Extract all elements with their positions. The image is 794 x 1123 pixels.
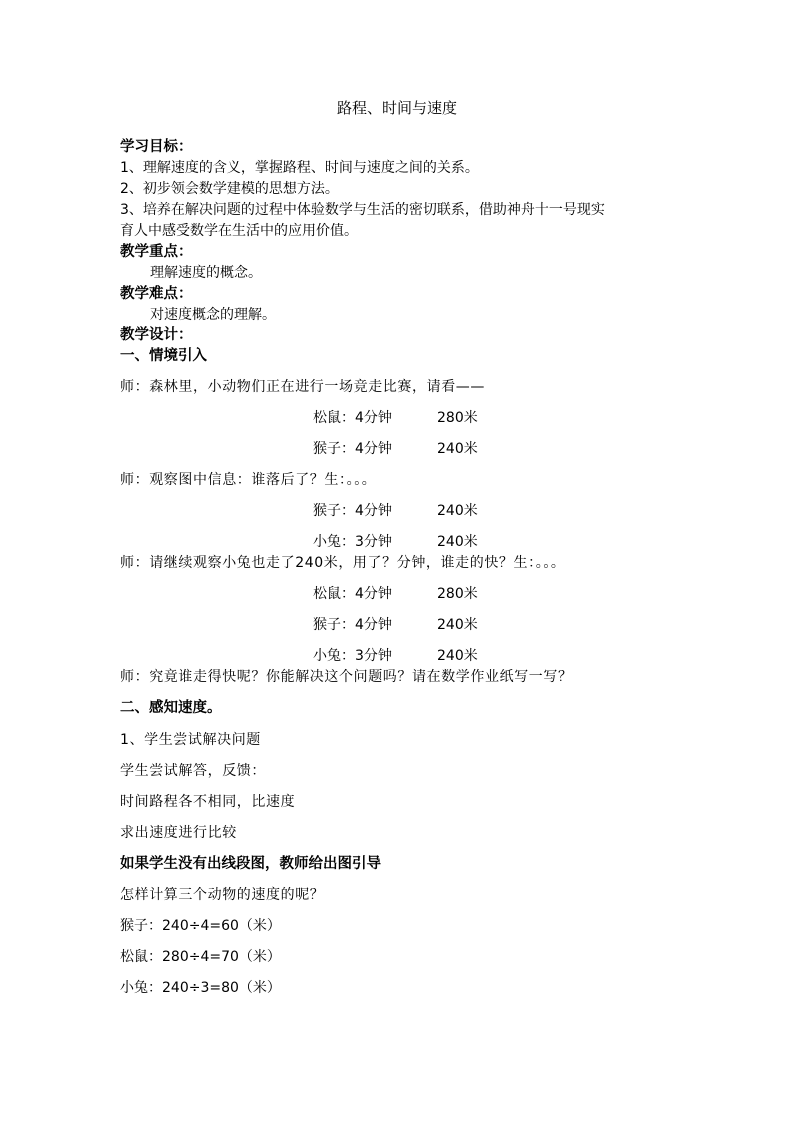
- section1-heading: 一、情境引入: [120, 348, 207, 364]
- animal-distance: 280米: [437, 586, 478, 602]
- animal-row: [313, 439, 478, 459]
- animal-distance: 240米: [437, 648, 478, 664]
- calculation-line: 松鼠：280÷4=70（米）: [120, 949, 281, 965]
- difficulty-heading: 教学难点：: [120, 286, 193, 302]
- animal-row: [313, 646, 478, 666]
- teacher-line: 师：观察图中信息：谁落后了？生：。。。: [120, 472, 377, 488]
- calculation-line: 小兔：240÷3=80（米）: [120, 980, 281, 996]
- guide-heading: 如果学生没有出线段图，教师给出图引导: [120, 856, 381, 872]
- section2-line: 学生尝试解答，反馈：: [120, 763, 266, 779]
- teacher-line: 师：请继续观察小兔也走了240米，用了？分钟，谁走的快？生：。。。: [120, 555, 566, 571]
- teacher-line: 师：究竟谁走得快呢？你能解决这个问题吗？请在数学作业纸写一写？: [120, 669, 573, 685]
- objectives-heading: 学习目标：: [120, 139, 193, 155]
- animal-distance: 240米: [437, 534, 478, 550]
- objective-item: 1、理解速度的含义，掌握路程、时间与速度之间的关系。: [120, 160, 479, 176]
- key-point-heading: 教学重点：: [120, 244, 193, 260]
- animal-distance: 240米: [437, 503, 478, 519]
- animal-distance: 240米: [437, 617, 478, 633]
- animal-distance: 280米: [437, 410, 478, 426]
- animal-distance: 240米: [437, 441, 478, 457]
- animal-time: 小兔：3分钟: [313, 534, 392, 550]
- animal-time: 猴子：4分钟: [313, 441, 392, 457]
- animal-row: [313, 615, 478, 635]
- animal-time: 小兔：3分钟: [313, 648, 392, 664]
- animal-time: 松鼠：4分钟: [313, 410, 392, 426]
- objective-item: 育人中感受数学在生活中的应用价值。: [120, 223, 358, 239]
- question-text: 怎样计算三个动物的速度的呢？: [120, 887, 325, 903]
- difficulty-text: 对速度概念的理解。: [150, 307, 276, 323]
- animal-row: [313, 408, 478, 428]
- objective-item: 3、培养在解决问题的过程中体验数学与生活的密切联系，借助神舟十一号现实: [120, 202, 605, 218]
- objective-item: 2、初步领会数学建模的思想方法。: [120, 181, 339, 197]
- design-heading: 教学设计：: [120, 327, 193, 343]
- section2-heading: 二、感知速度。: [120, 700, 222, 716]
- section2-line: 1、学生尝试解决问题: [120, 732, 261, 748]
- animal-time: 猴子：4分钟: [313, 617, 392, 633]
- teacher-line: 师：森林里，小动物们正在进行一场竞走比赛，请看——: [120, 379, 485, 395]
- animal-row: [313, 584, 478, 604]
- document-title: 路程、时间与速度: [336, 99, 457, 117]
- animal-time: 松鼠：4分钟: [313, 586, 392, 602]
- calculation-line: 猴子：240÷4=60（米）: [120, 918, 281, 934]
- key-point-text: 理解速度的概念。: [150, 265, 262, 281]
- section2-line: 求出速度进行比较: [120, 825, 237, 841]
- animal-row: [313, 532, 478, 552]
- section2-line: 时间路程各不相同，比速度: [120, 794, 296, 810]
- animal-row: [313, 501, 478, 521]
- animal-time: 猴子：4分钟: [313, 503, 392, 519]
